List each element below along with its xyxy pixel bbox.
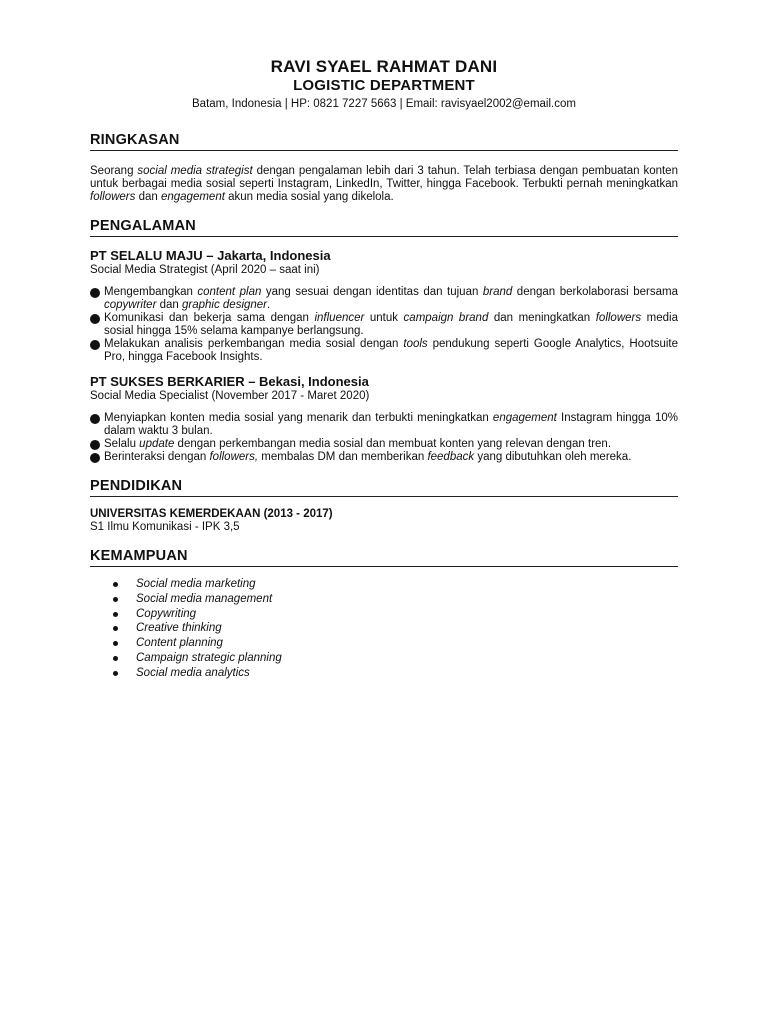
job-role: Social Media Specialist (November 2017 - Maret 2020) bbox=[90, 390, 370, 402]
bullet-text: Mengembangkan content plan yang sesuai dengan identitas dan tujuan brand dengan berkolaborasi bersama copywriter dan graphic designer. bbox=[104, 286, 678, 311]
bullet-icon bbox=[90, 440, 100, 450]
education-degree: S1 Ilmu Komunikasi - IPK 3,5 bbox=[90, 521, 240, 533]
list-item bbox=[90, 312, 678, 338]
list-item bbox=[112, 592, 678, 607]
bullet-icon bbox=[113, 582, 118, 587]
job-company: PT SUKSES BERKARIER – Bekasi, Indonesia bbox=[90, 374, 369, 389]
bullet-icon bbox=[113, 671, 118, 676]
skill-text: Campaign strategic planning bbox=[136, 651, 282, 664]
bullet-text: Komunikasi dan bekerja sama dengan influencer untuk campaign brand dan meningkatkan followers media sosial hingga 15% selama kampanye berlangsung. bbox=[104, 312, 678, 337]
list-item bbox=[112, 666, 678, 681]
list-item bbox=[90, 438, 678, 451]
list-item bbox=[90, 338, 678, 364]
bullet-icon bbox=[113, 641, 118, 646]
skill-text: Content planning bbox=[136, 637, 223, 650]
list-item bbox=[112, 636, 678, 651]
list-item bbox=[112, 607, 678, 622]
bullet-text: Menyiapkan konten media sosial yang menarik dan terbukti meningkatkan engagement Instagram hingga 10% dalam waktu 3 bulan. bbox=[104, 412, 678, 437]
resume-page bbox=[90, 57, 678, 681]
bullet-text: Melakukan analisis perkembangan media sosial dengan tools pendukung seperti Google Analytics, Hootsuite Pro, hingga Facebook Insights. bbox=[104, 338, 678, 363]
bullet-icon bbox=[113, 656, 118, 661]
list-item bbox=[90, 286, 678, 312]
job-entry bbox=[90, 248, 678, 364]
education-heading: PENDIDIKAN bbox=[90, 477, 678, 497]
bullet-icon bbox=[90, 288, 100, 298]
skill-text: Creative thinking bbox=[136, 622, 222, 635]
job-entry bbox=[90, 374, 678, 464]
department-title: LOGISTIC DEPARTMENT bbox=[293, 77, 475, 94]
skill-text: Social media marketing bbox=[136, 578, 256, 590]
job-bullets bbox=[90, 412, 678, 464]
skill-text: Social media management bbox=[136, 592, 273, 605]
list-item bbox=[90, 451, 678, 464]
skill-text: Copywriting bbox=[136, 607, 197, 620]
bullet-icon bbox=[113, 626, 118, 631]
list-item bbox=[112, 651, 678, 666]
skill-text: Social media analytics bbox=[136, 666, 250, 679]
bullet-text: Selalu update dengan perkembangan media sosial dan membuat konten yang relevan dengan tren. bbox=[104, 438, 612, 450]
list-item bbox=[112, 621, 678, 636]
job-role: Social Media Strategist (April 2020 – saat ini) bbox=[90, 264, 320, 276]
skills-list bbox=[112, 577, 678, 681]
bullet-icon bbox=[90, 453, 100, 463]
bullet-icon bbox=[90, 340, 100, 350]
bullet-icon bbox=[113, 597, 118, 602]
summary-text: Seorang social media strategist dengan pengalaman lebih dari 3 tahun. Telah terbiasa dengan pembuatan konten untuk berbagai media sosial seperti Instagram, LinkedIn, Twitter, hingga Facebook. Terbukti pernah meningkatkan followers dan engagement akun media sosial yang dikelola. bbox=[90, 165, 678, 203]
bullet-icon bbox=[90, 314, 100, 324]
bullet-icon bbox=[90, 414, 100, 424]
bullet-icon bbox=[113, 612, 118, 617]
candidate-name: RAVI SYAEL RAHMAT DANI bbox=[270, 57, 498, 76]
education-school: UNIVERSITAS KEMERDEKAAN (2013 - 2017) bbox=[90, 508, 333, 520]
job-bullets bbox=[90, 286, 678, 364]
list-item bbox=[90, 412, 678, 438]
job-company: PT SELALU MAJU – Jakarta, Indonesia bbox=[90, 248, 331, 263]
summary-heading: RINGKASAN bbox=[90, 131, 678, 151]
list-item bbox=[112, 577, 678, 592]
skills-heading: KEMAMPUAN bbox=[90, 547, 678, 567]
experience-heading: PENGALAMAN bbox=[90, 217, 678, 237]
bullet-text: Berinteraksi dengan followers, membalas DM dan memberikan feedback yang dibutuhkan oleh mereka. bbox=[104, 451, 632, 463]
contact-info: Batam, Indonesia | HP: 0821 7227 5663 | Email: ravisyael2002@email.com bbox=[192, 98, 576, 110]
